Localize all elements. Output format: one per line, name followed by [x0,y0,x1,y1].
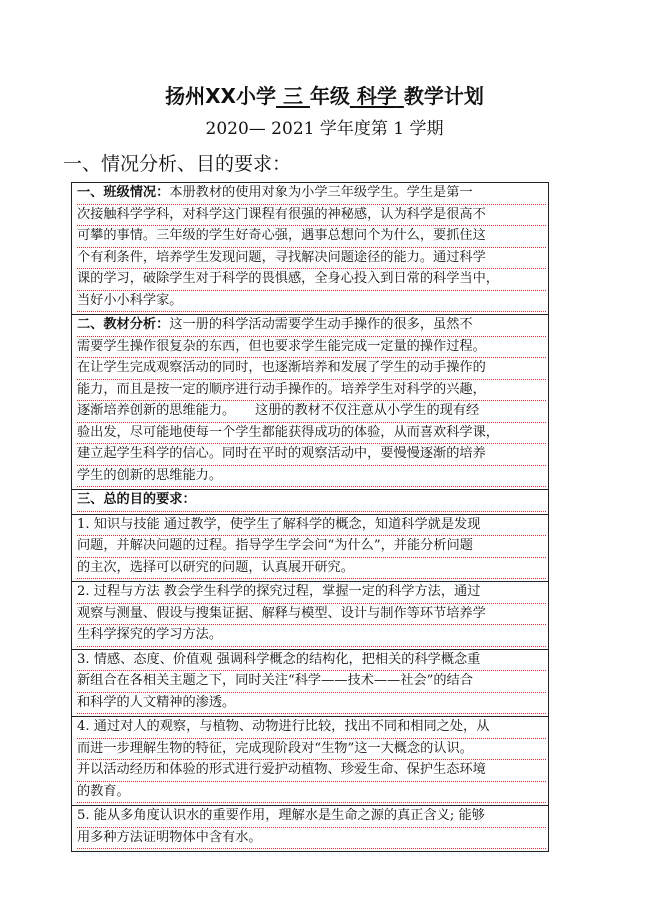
text-line: 5. 能从多角度认识水的重要作用，理解水是生命之源的真正含义; 能够 [77,806,546,828]
text-line: 3. 情感、态度、价值观 强调科学概念的结构化，把相关的科学概念重 [77,650,546,672]
text-line: 观察与测量、假设与搜集证据、解释与模型、设计与制作等环节培养学 [77,604,546,626]
text-line: 验出发，尽可能地使每一个学生都能获得成功的体验，从而喜欢科学课， [77,423,546,445]
textbook-analysis-row [72,315,549,490]
text-line: 一、班级情况：本册教材的使用对象为小学三年级学生。学生是第一 [77,183,546,205]
text-line: 二、教材分析：这一册的科学活动需要学生动手操作的很多，虽然不 [77,315,546,337]
text-line: 2. 过程与方法 教会学生科学的探究过程，掌握一定的科学方法，通过 [77,582,546,604]
textbook-analysis-heading: 二、教材分析： [77,317,170,332]
textbook-analysis-cell [72,315,549,490]
title-suffix: 教学计划 [403,84,484,108]
goal-cell-2 [72,582,549,650]
text-line: 需要学生操作很复杂的东西，但也要求学生能完成一定量的操作过程。 [77,337,546,359]
school-name: 扬州XX小学 [165,84,276,108]
overall-goals-heading: 三、总的目的要求： [77,490,546,512]
subject-field: 科学 [356,84,397,108]
goal-cell-4 [72,717,549,806]
text-line: 用多种方法证明物体中含有水。 [77,828,546,850]
goal-row [72,806,549,852]
text-line: 学生的创新的思维能力。 [77,466,546,488]
goal-cell-1 [72,514,549,582]
overall-goals-heading-row [72,490,549,515]
overall-goals-heading-cell [72,490,549,515]
academic-term: 2020— 2021 学年度第 1 学期 [205,119,444,139]
section-heading: 一、情况分析、目的要求： [63,153,292,175]
text-line: 逐渐培养创新的思维能力。 这册的教材不仅注意从小学生的现有经 [77,401,546,423]
class-situation-heading: 一、班级情况： [77,185,170,200]
text-line: 而进一步理解生物的特征，完成现阶段对“生物”这一大概念的认识。 [77,739,546,761]
grade-field: 三 [282,84,303,108]
plan-table [71,182,549,852]
text-line: 的主次，选择可以研究的问题，认真展开研究。 [77,558,546,580]
text-line: 和科学的人文精神的渗透。 [77,693,546,715]
text-line: 个有利条件，培养学生发现问题，寻找解决问题途径的能力。通过科学 [77,248,546,270]
text-line: 并以活动经历和体验的形式进行爱护动植物、珍爱生命、保护生态环境 [77,760,546,782]
goal-row [72,582,549,650]
text-line: 在让学生完成观察活动的同时，也逐渐培养和发展了学生的动手操作的 [77,358,546,380]
goal-row [72,649,549,717]
text-line: 能力，而且是按一定的顺序进行动手操作的。培养学生对科学的兴趣， [77,380,546,402]
text-line: 建立起学生科学的信心。同时在平时的观察活动中，要慢慢逐渐的培养 [77,444,546,466]
goal-row [72,717,549,806]
text-line: 的教育。 [77,782,546,804]
text-line: 新组合在各相关主题之下，同时关注“科学——技术——社会”的结合 [77,671,546,693]
class-situation-row [72,183,549,315]
text-line: 当好小小科学家。 [77,291,546,313]
goal-cell-5 [72,806,549,852]
text-line: 生科学探究的学习方法。 [77,625,546,647]
text-line: 1. 知识与技能 通过教学，使学生了解科学的概念，知道科学就是发现 [77,515,546,537]
text-line: 次接触科学学科，对科学这门课程有很强的神秘感，认为科学是很高不 [77,205,546,227]
goal-cell-3 [72,649,549,717]
class-situation-cell [72,183,549,315]
text-line: 可攀的事情。三年级的学生好奇心强，遇事总想问个为什么，要抓住这 [77,226,546,248]
grade-suffix: 年级 [309,84,350,108]
document-title [0,83,649,109]
text-line: 4. 通过对人的观察，与植物、动物进行比较，找出不同和相同之处，从 [77,717,546,739]
text-line: 问题，并解决问题的过程。指导学生学会问“为什么”，并能分析问题 [77,536,546,558]
text-line: 课的学习，破除学生对于科学的畏惧感，全身心投入到日常的科学当中， [77,269,546,291]
goal-row [72,514,549,582]
